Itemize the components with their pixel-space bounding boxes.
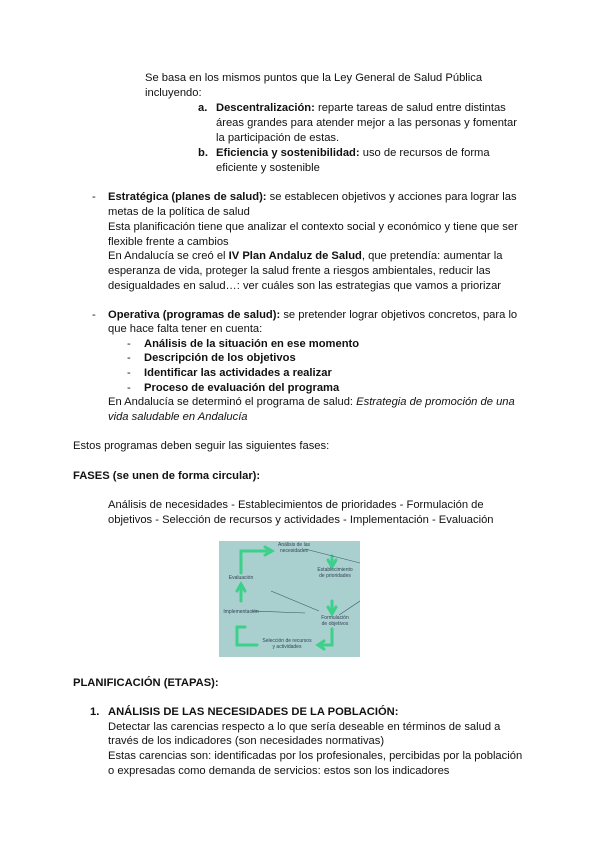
connector-line [271,591,319,611]
arrow-shape [241,551,267,561]
etapa1-title: ANÁLISIS DE LAS NECESIDADES DE LA POBLACIÓN: [108,706,399,718]
node-text: Análisis de las [278,542,310,548]
node-text: de objetivos [321,620,349,627]
operativa-title: Operativa (programas de salud): [108,309,281,321]
item-descentralizacion-l2: áreas grandes para atender mejor a las personas y fomentar [216,117,517,129]
item-eficiencia [216,146,490,161]
operativa-item: Análisis de la situación en ese momento [144,338,360,350]
etapa-number: 1. [90,706,100,718]
operativa-item: Identificar las actividades a realizar [144,367,332,379]
estrategica-l5 [108,249,502,264]
item-text: uso de recursos de forma [359,147,490,159]
item-descentralizacion [216,101,506,116]
operativa-item: Descripción de los objetivos [144,352,296,364]
estrategica-l1 [108,190,517,205]
dash-bullet: - [127,338,131,350]
dash-bullet: - [92,309,96,321]
text: En Andalucía se determinó el programa de salud: [108,396,357,408]
connector-line [339,601,360,615]
item-title: Eficiencia y sostenibilidad: [216,147,360,159]
node-text: necesidades [279,547,309,554]
item-title: Descentralización: [216,102,315,114]
dash-bullet: - [127,382,131,394]
node-analisis [273,543,315,554]
estrategica-l3: Esta planificación tiene que analizar el contexto social y económico y tiene que ser [108,221,518,233]
etapa1-l2: través de los indicadores (son necesidades normativas) [108,735,385,747]
fases-l2: objetivos - Selección de recursos y actividades - Implementación - Evaluación [108,514,494,526]
node-text: de prioridades [319,572,351,579]
dash-bullet: - [92,191,96,203]
text: , que pretendía: aumentar la [361,250,503,262]
node-text: Establecimiento [317,567,353,573]
item-eficiencia-l2: eficiente y sostenible [216,162,320,174]
node-seleccion [259,639,315,650]
dash-bullet: - [127,352,131,364]
operativa-l3 [108,395,515,410]
estrategica-l4: flexible frente a cambios [108,236,229,248]
fases-intro: Estos programas deben seguir las siguientes fases: [73,440,330,452]
fases-l1: Análisis de necesidades - Establecimientos de prioridades - Formulación de [108,499,484,511]
node-prioridades [313,568,357,579]
etapa1-l3: Estas carencias son: identificadas por los profesionales, percibidas por la población [108,750,523,762]
estrategica-text: se establecen objetivos y acciones para lograr las [266,191,517,203]
node-evaluacion: Evaluación [228,575,254,581]
node-implementacion: Implementación [223,609,259,615]
planificacion-heading: PLANIFICACIÓN (ETAPAS): [73,677,219,689]
text: En Andalucía se creó el [108,250,229,262]
plan-name: IV Plan Andaluz de Salud [228,250,362,262]
fases-heading: FASES (se unen de forma circular): [73,470,261,482]
operativa-text: se pretender lograr objetivos concretos, para lo [280,309,518,321]
intro-line1: Se basa en los mismos puntos que la Ley General de Salud Pública [145,72,483,84]
node-text: Formulación [321,615,349,621]
node-text: y actividades [272,643,302,650]
list-marker-a: a. [198,102,208,114]
item-text: reparte tareas de salud entre distintas [314,102,506,114]
dash-bullet: - [127,367,131,379]
program-name: Estrategia de promoción de una [356,396,515,408]
fases-cycle-figure [219,541,360,657]
list-marker-b: b. [198,147,208,159]
node-text: Selección de recursos [262,638,312,644]
operativa-l2: que hace falta tener en cuenta: [108,323,263,335]
operativa-l4: vida saludable en Andalucía [108,411,248,423]
arrow-shape [237,627,257,645]
operativa-l1 [108,308,517,323]
etapa1-l1: Detectar las carencias respecto a lo que sería deseable en términos de salud a [108,721,501,733]
estrategica-title: Estratégica (planes de salud): [108,191,267,203]
estrategica-l6: esperanza de vida, proteger la salud frente a riesgos ambientales, reducir las [108,265,491,277]
operativa-item: Proceso de evaluación del programa [144,382,340,394]
intro-line2: incluyendo: [145,87,202,99]
estrategica-l2: metas de la política de salud [108,206,250,218]
etapa1-l4: o expresadas como demanda de servicios: estos son los indicadores [108,765,450,777]
item-descentralizacion-l3: la participación de estas. [216,132,340,144]
estrategica-l7: desigualdades en salud…: ver cuáles son las estrategias que vamos a priorizar [108,280,502,292]
node-objetivos [315,616,355,627]
